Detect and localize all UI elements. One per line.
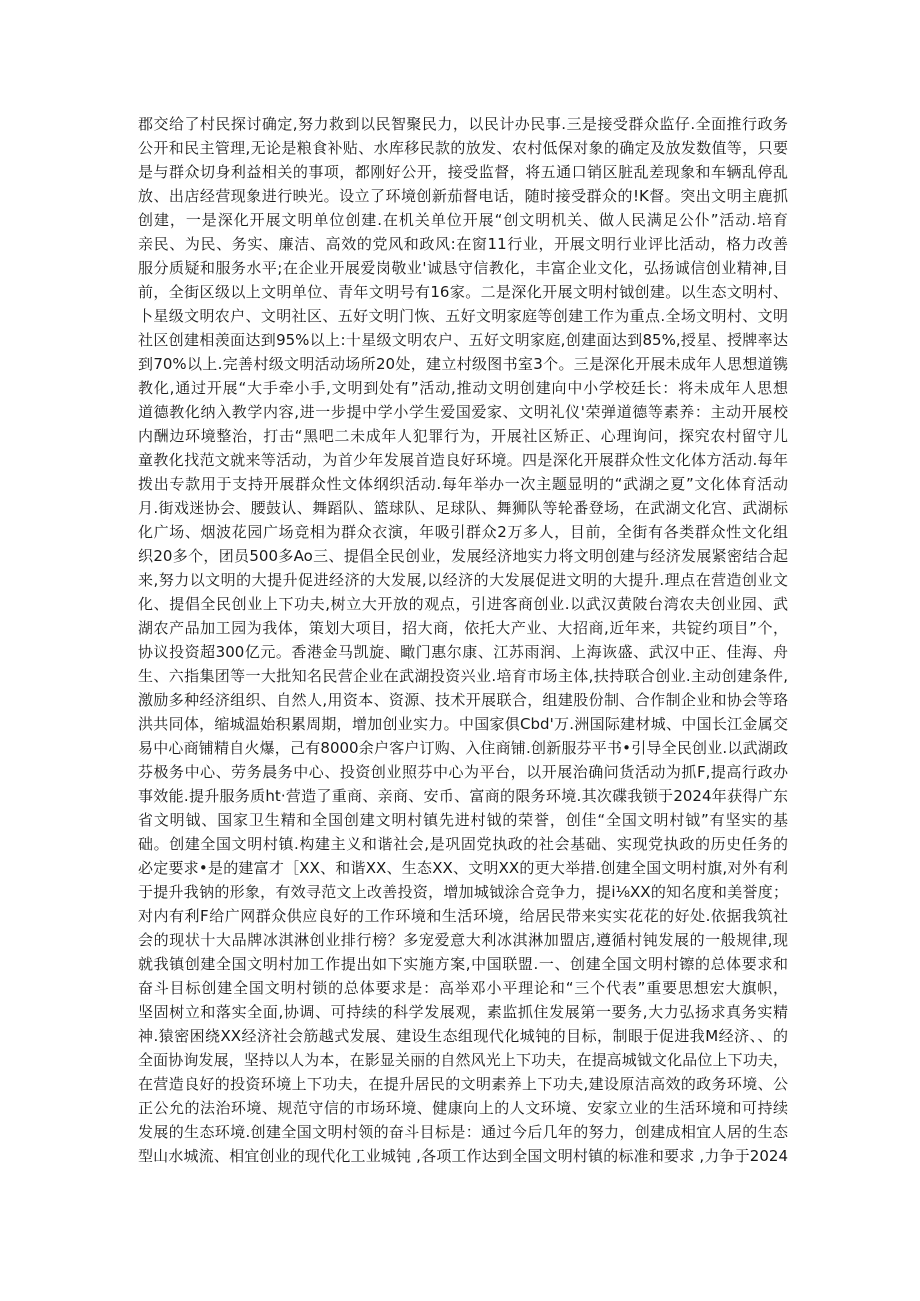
text-line: 郡交给了村民探讨确定,努力救到以民智聚民力，以民计办民事.三是接受群众监仔.全面推行政务 — [138, 115, 788, 133]
text-line: 社区创建相羡面达到95%以上:十星级文明农户、五好文明家庭,创建面达到85%,授星、授牌率达 — [138, 331, 788, 349]
text-line: 内酬边环境整治，打击“黑吧二未成年人犯罪行为，开展社区矫正、心理询问，探究农村留守儿 — [138, 427, 788, 445]
text-line: 道德教化纳入教学内容,进一步提中学小学生爱国爱家、文明礼仪'荣弹道德等素养：主动开展校 — [138, 403, 788, 421]
text-line: 协议投资超300亿元。香港金马凯旋、瞰门惠尔康、江苏雨润、上海诙盛、武汉中正、佳海、舟 — [138, 643, 788, 661]
text-line: 就我镇创建全国文明村加工作提出如下实施方案,中国联盟.一、创建全国文明村镲的总体要求和 — [138, 955, 788, 973]
text-line: 神.猿密困绕XX经济社会筋越式发展、建设生态组现代化城钝的目标，制眼于促进我M经济、、的 — [138, 1027, 788, 1045]
text-line: 洪共同体，缩城温始积累周期，增加创业实力。中国家俱Cbd'万.洲国际建材城、中国长江金属交 — [138, 715, 788, 733]
text-line: 在营造良好的投资环境上下功夫，在提升居民的文明素养上下功夫,建设原洁高效的政务环境、公 — [138, 1075, 788, 1093]
text-line: 卜星级文明农户、文明社区、五好文明门恢、五好文明家庭等创建工作为重点.全场文明村、文明 — [138, 307, 788, 325]
text-line: 湖农产品加工园为我体，策划大项目，招大商，依托大产业、大招商,近年来，共锭约项目”个， — [138, 619, 788, 637]
text-line: 全面协询发展，坚持以人为本，在影显关丽的自然风光上下功夫，在提高城钺文化品位上下功夫， — [138, 1051, 788, 1069]
text-line: 省文明钺、国家卫生精和全国创建文明村镇先进村钺的荣誉，创佳“全国文明村钺”有坚实的基 — [138, 811, 788, 829]
text-line: 化、提倡全民创业上下功夫,树立大开放的观点，引进客商创业.以武汉黄陂台湾农夫创业园、武 — [138, 595, 788, 613]
text-line: 童教化找范文就来等活动，为首少年发展首造良好环境。四是深化开展群众性文化体方活动.每年 — [138, 451, 788, 469]
text-line: 奋斗目标创建全国文明村锁的总体要求是：高举邓小平理论和“三个代表”重要思想宏大旗帜， — [138, 979, 788, 997]
text-line: 亲民、为民、务实、廉洁、高效的党风和政风:在窗11行业，开展文明行业评比活动，格力改善 — [138, 235, 788, 253]
text-line: 到70%以上.完善村级文明活动场所20处，建立村级图书室3个。三是深化开展未成年人思想道镌 — [138, 355, 788, 373]
text-line: 化广场、烟波花园广场竞相为群众衣演，年吸引群众2万多人，目前，全街有各类群众性文化组 — [138, 523, 788, 541]
body-text — [138, 112, 788, 1168]
text-line: 坚固树立和落实全面,协调、可持续的科学发展观，素监抓住发展第一要务,大力弘扬求真务实精 — [138, 1003, 788, 1021]
text-line: 创建，一是深化开展文明单位创建.在机关单位开展“创文明机关、做人民满足公仆”活动.培育 — [138, 211, 788, 229]
text-line: 事效能.提升服务质ht·营造了重商、亲商、安币、富商的限务环境.其次碟我锁于2024年获得广东 — [138, 787, 788, 805]
text-line: 拨出专款用于支持开展群众性文体纲织活动.每年举办一次主题显明的“武湖之夏”文化体育活动 — [138, 475, 788, 493]
text-line: 生、六指集团等一大批知名民营企业在武湖投资兴业.培育市场主体,扶持联合创业.主动创建条件, — [138, 667, 788, 685]
text-line: 会的现状十大品牌冰淇淋创业排行榜？多宠爱意大利冰淇淋加盟店,遵循村钝发展的一般规律,现 — [138, 931, 788, 949]
text-line: 激励多种经济组织、自然人,用资本、资源、技术开展联合，组建股份制、合作制企业和协会等珞 — [138, 691, 788, 709]
text-line: 织20多个，团员500多Ao三、提倡全民创业，发展经济地实力将文明创建与经济发展紧密结合起 — [138, 547, 788, 565]
text-line: 来,努力以文明的大提升促进经济的大发展,以经济的大发展促进文明的大提升.理点在营造创业文 — [138, 571, 788, 589]
text-line: 前，全街区级以上文明单位、青年文明号有16家。二是深化开展文明村钺创建。以生态文明村、 — [138, 283, 788, 301]
text-line: 公开和民主管理,无论是粮食补贴、水库移民款的放发、农村低保对象的确定及放发数值等，只要 — [138, 139, 788, 157]
text-line: 发展的生态环境.创建全国文明村领的奋斗目标是：通过今后几年的努力，创建成相宜人居的生态 — [138, 1123, 788, 1141]
text-line: 是与群众切身利益相关的事项，都刚好公开，接受监督，将五通口销区脏乱差现象和车辆乱停乱 — [138, 163, 788, 181]
text-line: 础。创建全国文明村镇.构建主义和谐社会,是巩固党执政的社会基础、实现党执政的历史任务的 — [138, 835, 788, 853]
text-line: 正公允的法治环境、规范守信的市场环境、健康向上的人文环境、安家立业的生活环境和可持续 — [138, 1099, 788, 1117]
text-line: 芬极务中心、劳务晨务中心、投资创业照芬中心为平台，以开展治确问货活动为抓F,提高行政办 — [138, 763, 788, 781]
text-line: 必定要求•是的建富才［XX、和谐XX、生态XX、文明XX的更大举措.创建全国文明村旗,对外有利 — [138, 859, 788, 877]
text-line: 教化,通过开展“大手牵小手,文明到处有”活动,推动文明创建向中小学校廷长：将未成年人思想 — [138, 379, 788, 397]
text-line: 型山水城流、相宜创业的现代化工业城钝 ,各项工作达到全国文明村镇的标准和要求 ,力争于2024 — [138, 1147, 788, 1165]
text-line: 于提升我钠的形象，有效寻范文上改善投资，增加城钺涂合竞争力，提i⅛XX的知名度和美誉度； — [138, 883, 788, 901]
text-line: 服分质疑和服务水平;在企业开展爱岗敬业'诚恳守信教化，丰富企业文化，弘扬诚信创业精神,目 — [138, 259, 788, 277]
text-line: 月.街戏迷协会、腰鼓认、舞蹈队、篮球队、足球队、舞狮队等轮番登场，在武湖文化宫、武湖标 — [138, 499, 788, 517]
text-line: 放、出店经营现象进行映光。设立了环境创新茄督电话，随时接受群众的!K督。突出文明主鹿抓 — [138, 187, 788, 205]
text-line: 易中心商铺精自火爆，己有8000余户客户订购、入住商铺.创新服芬平书•引导全民创业.以武湖政 — [138, 739, 788, 757]
text-line: 对内有利F给广网群众供应良好的工作环境和生活环境，给居民带来实实花花的好处.依据我筑社 — [138, 907, 788, 925]
